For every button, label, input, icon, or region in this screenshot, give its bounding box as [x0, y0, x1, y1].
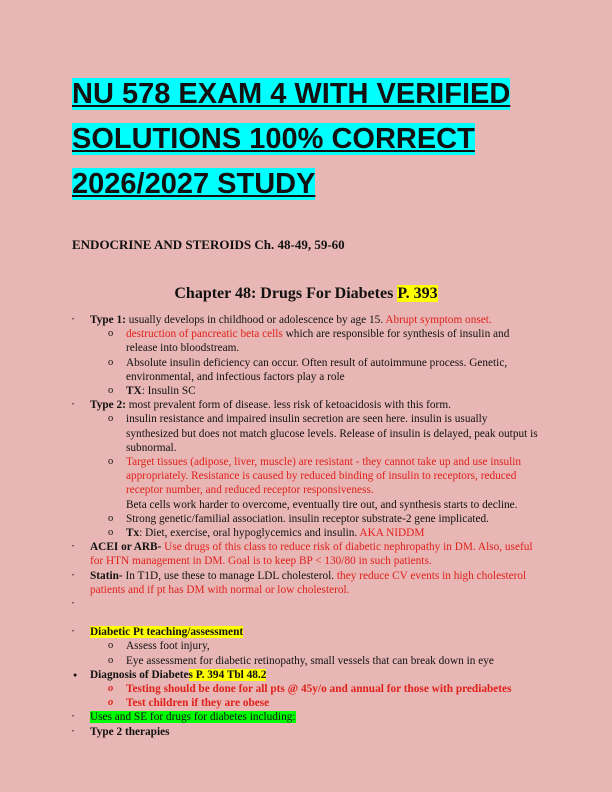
- type1-tx-label: TX: [126, 385, 142, 398]
- statin-label: Statin-: [90, 569, 123, 582]
- chapter-title: Chapter 48: Drugs For Diabetes: [174, 285, 398, 302]
- type1-sub-3: [72, 384, 542, 398]
- type2-label: Type 2:: [90, 399, 126, 412]
- type2-sub2-black: Beta cells work harder to overcome, eventually tire out, and synthesis starts to decline.: [126, 498, 518, 511]
- type1-text: usually develops in childhood or adolescence by age 15.: [125, 314, 386, 326]
- type2-tx-text: : Diet, exercise, oral hypoglycemics and insulin.: [139, 527, 360, 540]
- notes-body: [72, 313, 542, 739]
- empty-bullet: [72, 597, 542, 611]
- document-title: [72, 72, 552, 207]
- chapter-page-ref: P. 393: [397, 285, 438, 302]
- type1-item: [72, 313, 542, 327]
- type1-red-text: Abrupt symptom onset.: [385, 314, 492, 326]
- diagnosis-item: [72, 668, 542, 682]
- statin-text: In T1D, use these to manage LDL cholesterol.: [122, 569, 337, 582]
- type2-therapies-item: [72, 725, 542, 739]
- type1-sub-2: o Absolute insulin deficiency can occur. Often result of autoimmune process. Genetic, environmental, and infectious factors play a role: [72, 356, 542, 384]
- title-line-1: NU 578 EXAM 4 WITH VERIFIED: [72, 78, 511, 110]
- diagnosis-sub-1: o Testing should be done for all pts @ 45y/o and annual for those with prediabetes: [72, 682, 542, 696]
- acei-red-text: Use drugs of this class to reduce risk of diabetic nephropathy in DM. Also, useful for HTN management in DM. Goal is to keep BP < 130/80 in such patients.: [90, 541, 533, 568]
- type2-sub-2: [72, 455, 542, 512]
- teaching-label: Diabetic Pt teaching/assessment: [90, 626, 244, 639]
- uses-item: [72, 710, 542, 724]
- teaching-item: [72, 625, 542, 639]
- type2-therapies-label: Type 2 therapies: [90, 725, 170, 738]
- type1-label: Type 1:: [90, 314, 126, 326]
- acei-label: ACEI or ARB-: [90, 541, 162, 554]
- uses-text: Uses and SE for drugs for diabetes including:: [90, 711, 296, 724]
- section-heading: ENDOCRINE AND STEROIDS Ch. 48-49, 59-60: [72, 237, 345, 252]
- type2-tx-label: Tx: [126, 527, 140, 540]
- type1-sub-1: [72, 327, 542, 355]
- type2-item: [72, 398, 542, 412]
- type1-sub1-rest: which are responsible for synthesis of insulin and release into bloodstream.: [126, 328, 510, 355]
- diagnosis-sub-2: o Test children if they are obese: [72, 696, 542, 710]
- teaching-sub-2: o Eye assessment for diabetic retinopathy, small vessels that can break down in eye: [72, 654, 542, 668]
- type1-sub1-red: destruction of pancreatic beta cells: [126, 328, 283, 341]
- statin-red-text: they reduce CV events in high cholesterol patients and if pt has DM with normal or low cholesterol.: [90, 569, 527, 596]
- type1-tx-text: : Insulin SC: [141, 385, 196, 398]
- type2-sub-1: o insulin resistance and impaired insulin secretion are seen here. insulin is usually synthesized but does not match glucose levels. Release of insulin is delayed, peak output is subnormal.: [72, 412, 542, 455]
- title-line-3: 2026/2027 STUDY: [72, 168, 316, 200]
- statin-item: [72, 569, 542, 597]
- type2-sub-3: o Strong genetic/familial association. insulin receptor substrate-2 gene implicated.: [72, 512, 542, 526]
- type2-sub2-red: Target tissues (adipose, liver, muscle) are resistant - they cannot take up and use insulin appropriately. Resistance is caused by reduced binding of insulin to receptors, reduced receptor number, and reduced receptor responsiveness.: [126, 456, 522, 497]
- chapter-heading: [0, 285, 612, 303]
- teaching-sub-1: o Assess foot injury,: [72, 639, 542, 653]
- acei-item: [72, 540, 542, 568]
- type2-tx-red: AKA NIDDM: [359, 527, 425, 540]
- diagnosis-label: Diagnosis of Diabete: [90, 668, 189, 681]
- spacer: [72, 611, 542, 625]
- title-line-2: SOLUTIONS 100% CORRECT: [72, 123, 475, 155]
- type2-text: most prevalent form of disease. less risk of ketoacidosis with this form.: [125, 399, 451, 412]
- diagnosis-page-ref: s P. 394 Tbl 48.2: [188, 668, 267, 681]
- type2-sub-4: [72, 526, 542, 540]
